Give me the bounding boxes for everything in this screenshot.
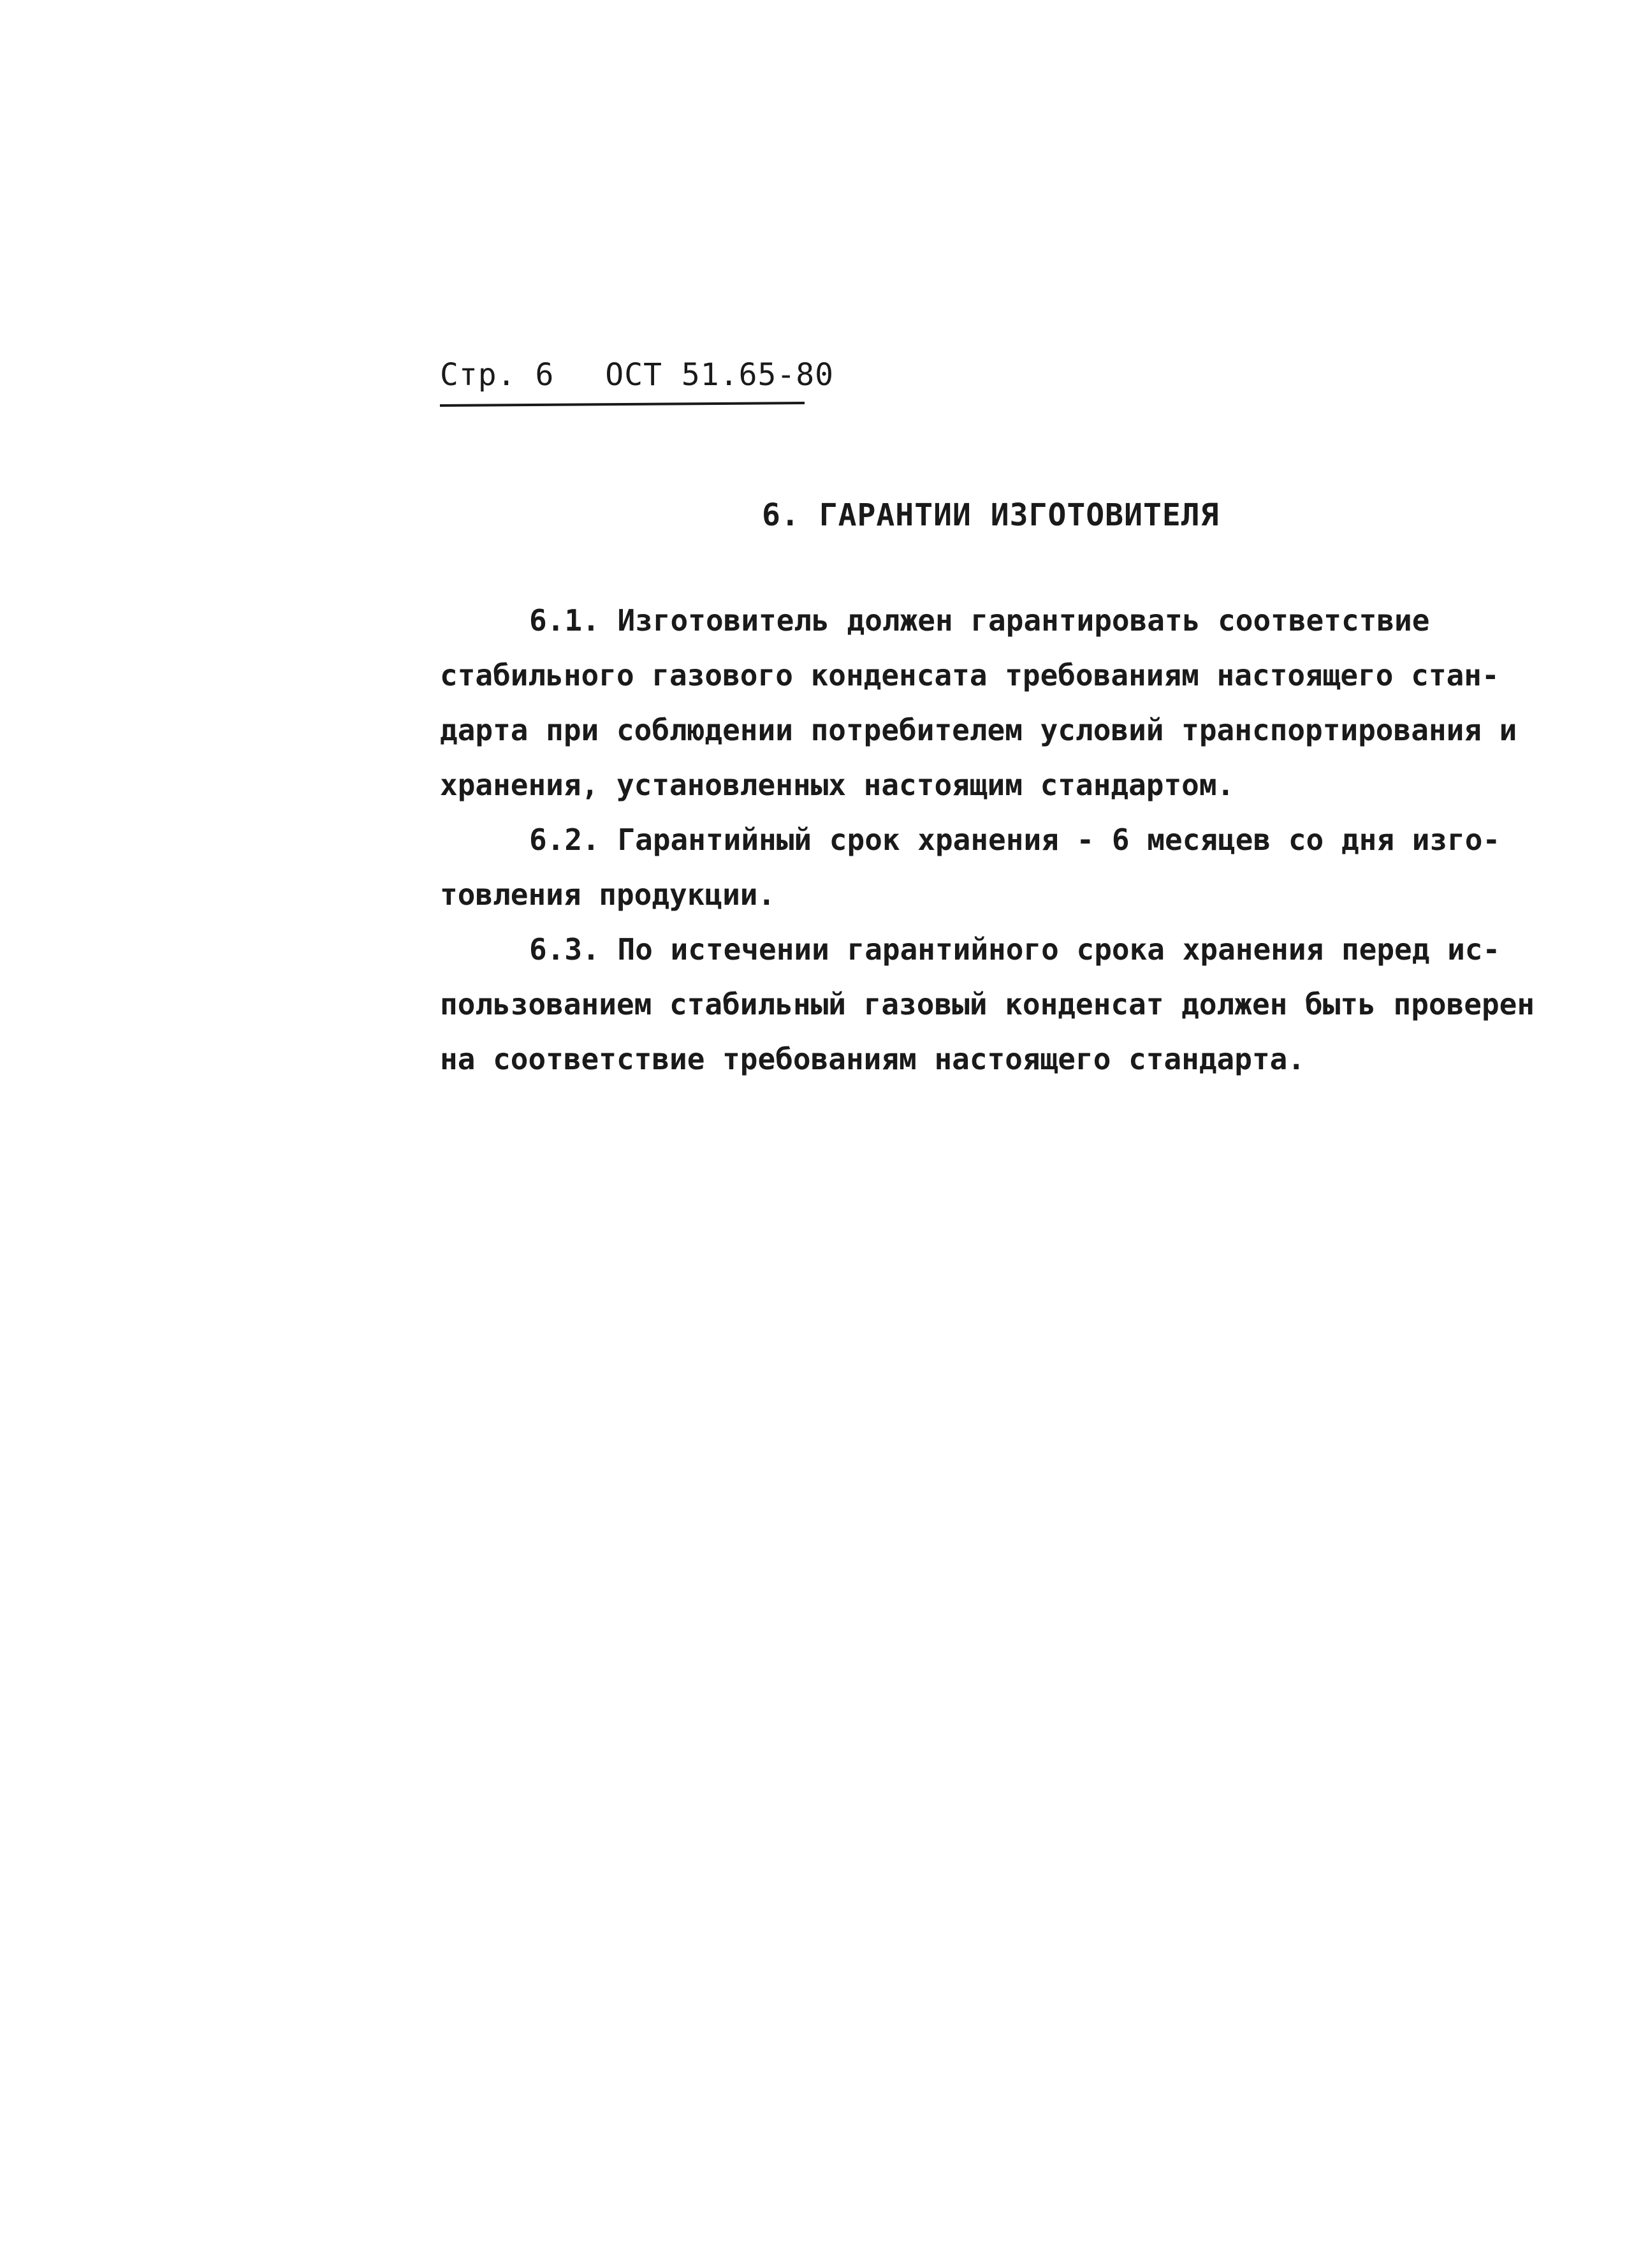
paragraph-line: 6.2. Гарантийный срок хранения - 6 месяцев со дня изго-	[529, 823, 1501, 857]
paragraph-6-2	[440, 812, 1511, 922]
section-title: 6. ГАРАНТИИ ИЗГОТОВИТЕЛЯ	[762, 497, 1220, 533]
standard-code: ОСТ 51.65-80	[605, 357, 835, 393]
paragraph-line: товления продукции.	[440, 877, 776, 912]
page-header	[440, 357, 834, 393]
section-body	[440, 593, 1535, 1086]
paragraph-line: 6.3. По истечении гарантийного срока хранения перед ис-	[529, 932, 1501, 967]
header-underline	[440, 402, 805, 407]
page-number: Стр. 6	[440, 357, 555, 393]
paragraph-line: пользованием стабильный газовый конденсат должен быть проверен	[440, 987, 1535, 1021]
paragraph-6-3	[440, 922, 1535, 1086]
paragraph-6-1	[440, 593, 1517, 812]
paragraph-line: дарта при соблюдении потребителем условий транспортирования и	[440, 713, 1517, 747]
paragraph-line: 6.1. Изготовитель должен гарантировать соответствие	[529, 603, 1430, 638]
paragraph-line: хранения, установленных настоящим стандартом.	[440, 768, 1235, 802]
paragraph-line: стабильного газового конденсата требованиям настоящего стан-	[440, 658, 1499, 692]
paragraph-line: на соответствие требованиям настоящего стандарта.	[440, 1042, 1306, 1076]
